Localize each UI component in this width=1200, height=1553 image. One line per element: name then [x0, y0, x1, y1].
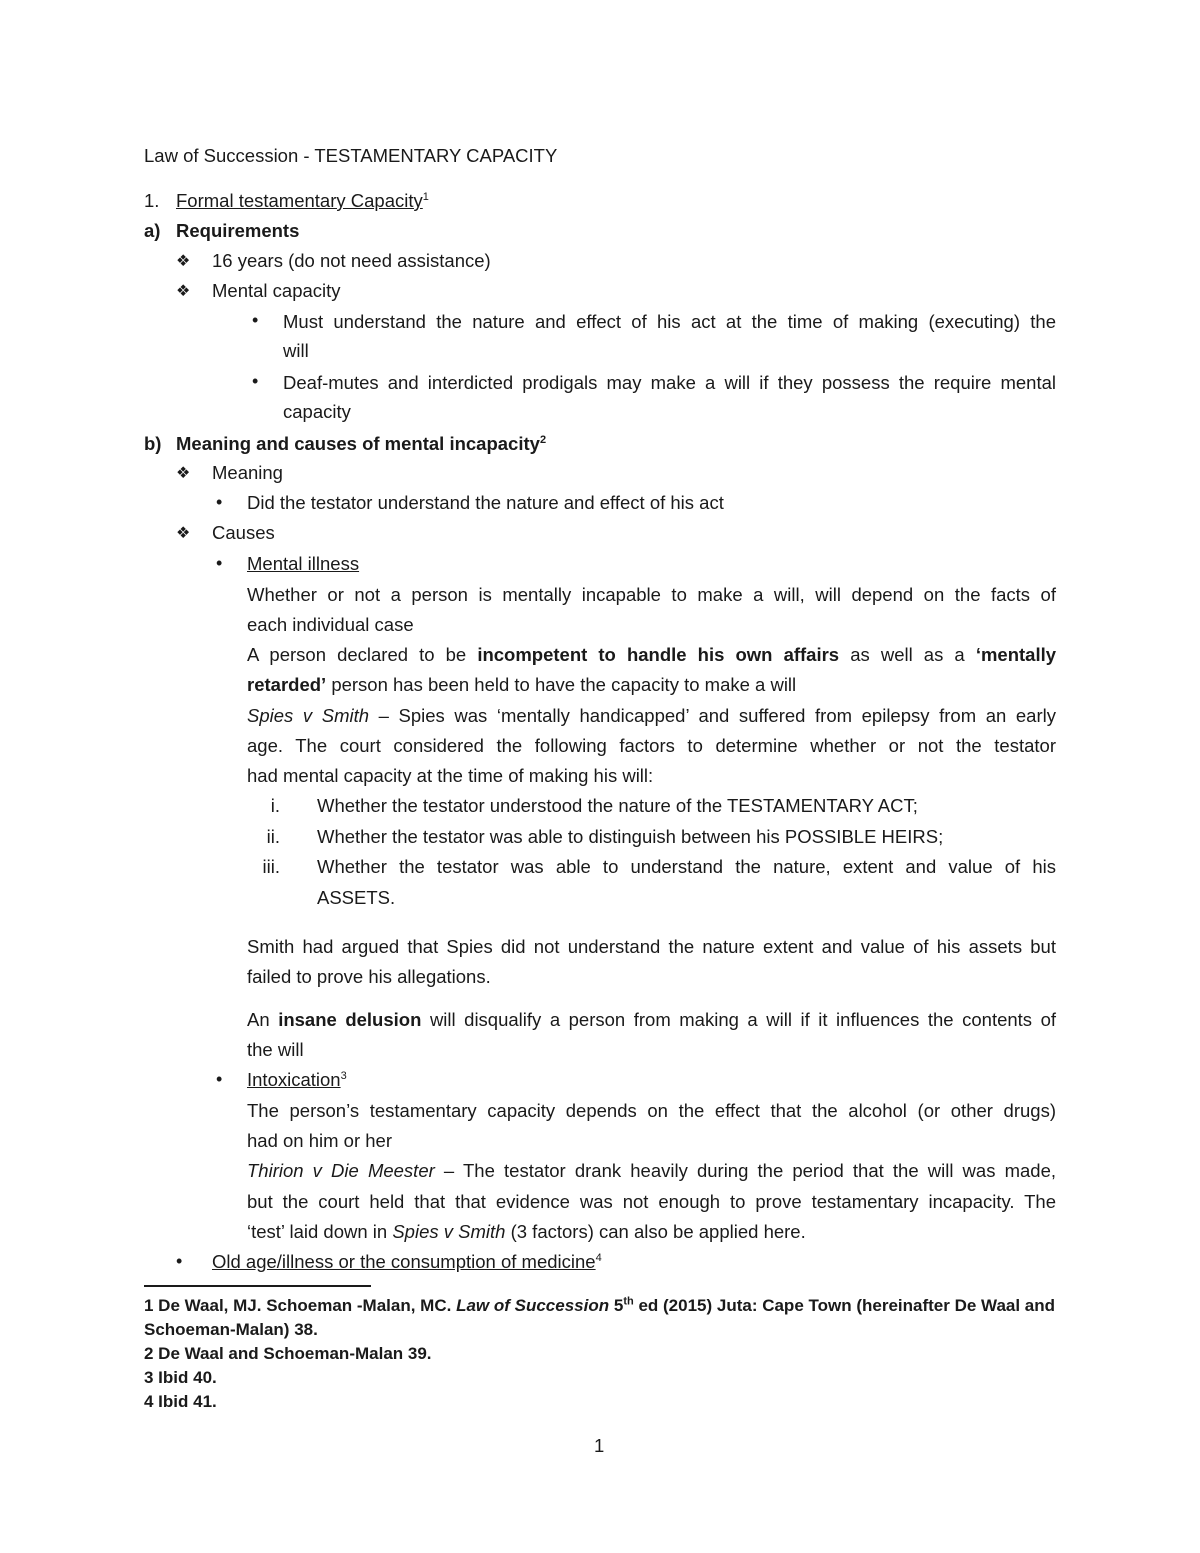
factor-1: Whether the testator understood the nature of the TESTAMENTARY ACT; [317, 795, 918, 816]
footnote-4: 4 Ibid 41. [144, 1392, 217, 1411]
section-1-heading: Formal testamentary Capacity [176, 190, 423, 211]
causes-label: Causes [212, 522, 275, 543]
footnote-ref-1: 1 [422, 190, 429, 203]
section-a-heading: Requirements [176, 220, 300, 241]
spies-line-3: had mental capacity at the time of making his will: [247, 765, 654, 786]
smith-argument-line-2: failed to prove his allegations. [247, 966, 491, 987]
factor-2: Whether the testator was able to distinguish between his POSSIBLE HEIRS; [317, 826, 944, 847]
intoxication-heading: Intoxication [247, 1069, 341, 1090]
bullet-icon: • [252, 310, 259, 330]
factor-3-line-1: Whether the testator was able to understand the nature, extent and value of his [317, 856, 1056, 877]
intoxication-line-1: The person’s testamentary capacity depends on the effect that the alcohol (or other drugs) [247, 1100, 1056, 1121]
case-name-spies: Spies v Smith [247, 705, 370, 726]
mental-capacity-point-2-line-2: capacity [283, 401, 351, 422]
thirion-line-2: but the court held that that evidence was not enough to prove testamentary incapacity. The [247, 1191, 1056, 1212]
diamond-bullet-icon: ❖ [176, 465, 191, 482]
mental-capacity-point-2-line-1: Deaf-mutes and interdicted prodigals may make a will if they possess the require mental [283, 372, 1056, 393]
thirion-line-3: ‘test’ laid down in Spies v Smith (3 factors) can also be applied here. [247, 1221, 806, 1242]
bullet-icon: • [216, 1069, 223, 1089]
factor-1-number: i. [270, 795, 280, 816]
old-age-heading: Old age/illness or the consumption of medicine [212, 1251, 596, 1272]
footnote-ref-2: 2 [539, 433, 547, 446]
meaning-point: Did the testator understand the nature and effect of his act [247, 492, 724, 513]
section-b-heading: Meaning and causes of mental incapacity [176, 433, 540, 454]
mental-illness-heading: Mental illness [247, 553, 360, 574]
smith-argument-line-1: Smith had argued that Spies did not understand the nature extent and value of his assets but [247, 936, 1056, 957]
bullet-icon: • [216, 492, 223, 512]
mental-illness-p1-line-2: each individual case [247, 614, 414, 635]
case-name-thirion: Thirion v Die Meester [247, 1160, 435, 1181]
factor-3-line-2: ASSETS. [317, 887, 396, 908]
bullet-icon: • [176, 1251, 183, 1271]
section-a-label: a) [144, 220, 161, 241]
section-b-heading-line [176, 433, 546, 455]
old-age-heading-line [212, 1251, 602, 1273]
requirement-age: 16 years (do not need assistance) [212, 250, 491, 271]
intoxication-heading-line [247, 1069, 347, 1091]
factor-2-number: ii. [266, 826, 280, 847]
section-1-number: 1. [144, 190, 160, 211]
footnote-3: 3 Ibid 40. [144, 1368, 217, 1387]
page-number: 1 [594, 1435, 605, 1456]
insane-delusion-line-2: the will [247, 1039, 304, 1060]
mental-illness-p2-line-1: A person declared to be incompetent to handle his own affairs as well as a ‘mentally [247, 644, 1057, 665]
meaning-label: Meaning [212, 462, 283, 483]
requirement-mental-capacity: Mental capacity [212, 280, 341, 301]
footnote-ref-3: 3 [340, 1069, 347, 1082]
diamond-bullet-icon: ❖ [176, 253, 191, 270]
diamond-bullet-icon: ❖ [176, 525, 191, 542]
footnote-1-line-2: Schoeman-Malan) 38. [144, 1320, 318, 1339]
spies-line-2: age. The court considered the following factors to determine whether or not the testator [247, 735, 1056, 756]
mental-capacity-point-1-line-2: will [283, 340, 309, 361]
diamond-bullet-icon: ❖ [176, 283, 191, 300]
mental-illness-p1-line-1: Whether or not a person is mentally incapable to make a will, will depend on the facts of [247, 584, 1056, 605]
mental-illness-p2-line-2: retarded’ person has been held to have the capacity to make a will [247, 674, 797, 695]
section-b-label: b) [144, 433, 162, 454]
footnote-1-line-1: 1 De Waal, MJ. Schoeman -Malan, MC. Law of Succession 5th ed (2015) Juta: Cape Town (hereinafter De Waal and [144, 1295, 1056, 1315]
spies-line-1: Spies v Smith – Spies was ‘mentally handicapped’ and suffered from epilepsy from an early [247, 705, 1056, 726]
factor-3-number: iii. [262, 856, 280, 877]
section-1-heading-line [176, 190, 429, 212]
bullet-icon: • [252, 371, 259, 391]
footnote-separator [144, 1285, 371, 1287]
insane-delusion-line-1: An insane delusion will disqualify a person from making a will if it influences the contents of [247, 1009, 1057, 1030]
bullet-icon: • [216, 553, 223, 573]
footnote-2: 2 De Waal and Schoeman-Malan 39. [144, 1344, 432, 1363]
footnote-ref-4: 4 [595, 1251, 602, 1264]
mental-capacity-point-1-line-1: Must understand the nature and effect of his act at the time of making (executing) the [283, 311, 1056, 332]
intoxication-line-2: had on him or her [247, 1130, 393, 1151]
document-title: Law of Succession - TESTAMENTARY CAPACITY [144, 145, 558, 166]
thirion-line-1: Thirion v Die Meester – The testator drank heavily during the period that the will was made, [247, 1160, 1057, 1181]
